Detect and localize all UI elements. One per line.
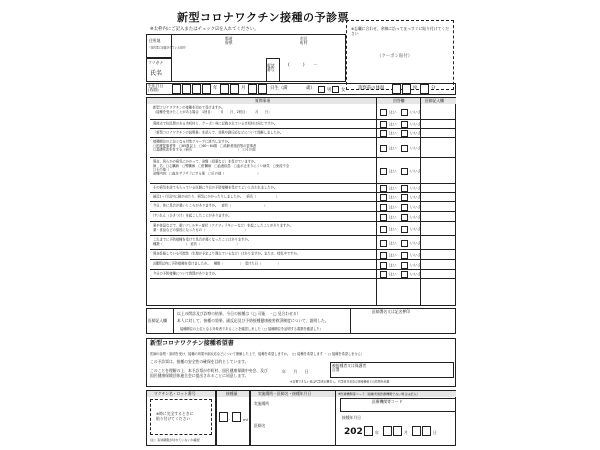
furigana-label: フリガナ (148, 60, 163, 65)
answer-yes-checkbox[interactable] (380, 109, 397, 116)
answer-no-label: いいえ (410, 130, 422, 136)
answer-yes-checkbox[interactable] (380, 262, 397, 269)
checkbox-icon (401, 240, 408, 247)
answer-no-label: いいえ (410, 252, 422, 257)
doctor-note-cell[interactable] (421, 104, 455, 120)
doctor-note-cell[interactable] (421, 236, 455, 250)
answer-no-checkbox[interactable] (401, 214, 421, 221)
phone-paren: ( ) － (288, 63, 318, 68)
answer-no-checkbox[interactable] (401, 262, 421, 269)
question-row (150, 104, 456, 120)
name-input[interactable] (174, 60, 264, 80)
answer-yes-checkbox[interactable] (380, 194, 397, 201)
birth-month-digit-2[interactable] (230, 84, 239, 94)
vaccine-label: ワクチン名・ロット番号 (154, 390, 196, 396)
answer-no-checkbox[interactable] (401, 130, 421, 137)
injection-month-unit: 月 (404, 430, 408, 435)
answer-no-label: いいえ (410, 262, 422, 267)
answer-yes-checkbox[interactable] (380, 168, 397, 175)
answer-no-checkbox[interactable] (401, 109, 421, 116)
birth-year-digit-3[interactable] (192, 84, 201, 94)
consent-line-2: この予診票は、接種の安全性の確保を目的としています。 (150, 359, 249, 364)
doctor-note-cell[interactable] (421, 222, 455, 236)
temp-digit-3[interactable] (420, 84, 429, 94)
doctor-name-input[interactable] (276, 420, 334, 432)
question-row (150, 120, 456, 129)
consent-line-3: このことを理解の上、本予診票が市町村、国民健康保険中央会、及び国民健康保険団体連合会に提出されることに同意します。 (150, 368, 268, 379)
answer-yes-label: はい (389, 185, 397, 191)
consent-title: 新型コロナワクチン接種希望書 (150, 340, 234, 347)
doctor-note-cell[interactable] (421, 184, 455, 193)
checkbox-icon (380, 121, 387, 128)
checkbox-icon (380, 240, 387, 247)
doctor-note-cell[interactable] (421, 120, 455, 129)
checkbox-icon (380, 271, 387, 278)
day-age-label: 日生（満 (270, 86, 288, 91)
checkbox-icon (401, 194, 408, 201)
checkbox-icon (401, 130, 408, 137)
temp-deg-unit: 度 (413, 86, 418, 91)
answer-no-checkbox[interactable] (401, 145, 421, 152)
question-row (150, 184, 456, 193)
question-row (150, 222, 456, 236)
question-text: 現時点で住民票のある市町村と、クーポン券に記載されている市町村は同じですか。 (153, 120, 278, 125)
answer-no-checkbox[interactable] (401, 271, 421, 278)
answer-no-checkbox[interactable] (401, 252, 421, 259)
birth-year-digit-1[interactable] (172, 84, 181, 94)
phone-label: 電話 番号 (267, 63, 275, 72)
answer-yes-label: はい (389, 121, 397, 127)
injection-month-digit-1[interactable] (383, 426, 392, 436)
checkbox-icon (380, 130, 387, 137)
checkbox-icon (401, 214, 408, 221)
answer-no-checkbox[interactable] (401, 194, 421, 201)
birth-year-digit-4[interactable] (202, 84, 211, 94)
answer-no-label: いいえ (410, 168, 422, 173)
checkbox-icon (401, 204, 408, 211)
question-text: 今日の予防接種について質問がありますか。 (153, 270, 219, 275)
question-row (150, 138, 456, 158)
doctor-note-cell[interactable] (421, 202, 455, 212)
answer-yes-label: はい (389, 168, 397, 173)
answer-no-label: いいえ (410, 226, 422, 231)
answer-no-checkbox[interactable] (401, 168, 421, 175)
question-text: 接種順位の上位となる対象グループに該当しますか。 □医療従事者等 □65歳以上 □60～64歳 □高齢者施設等の従事者 □基礎疾患を有する（病名 ） □その他 (153, 138, 257, 152)
birth-day-digit-2[interactable] (258, 84, 267, 94)
temp-digit-2[interactable] (402, 84, 411, 94)
checkbox-icon (380, 194, 387, 201)
code-input[interactable] (342, 405, 454, 411)
question-text: その病気を診てもらっている医師に今日の予防接種を受けてよいと言われましたか。 (153, 184, 278, 189)
address-label: 住所地 (149, 38, 161, 43)
answer-no-label: いいえ (410, 121, 422, 127)
doctor-note-cell[interactable] (421, 270, 455, 279)
phone-input[interactable] (282, 60, 344, 80)
injection-day-digit-1[interactable] (412, 426, 421, 436)
injection-year-digit[interactable] (364, 426, 373, 436)
sex-male[interactable]: 男 (318, 86, 331, 93)
doctor-signature-field[interactable] (352, 316, 454, 332)
answer-yes-label: はい (389, 214, 397, 219)
doctor-signature-label: 医師署名又は記名押印 (372, 309, 410, 314)
doctor-note-cell[interactable] (421, 250, 455, 260)
answer-yes-checkbox[interactable] (380, 252, 397, 259)
question-row (150, 260, 456, 270)
birth-day-digit-1[interactable] (248, 84, 257, 94)
question-text: 現在妊娠している可能性（生理が予定より遅れているなど）はありますか。または、授乳中ですか。 (153, 250, 300, 255)
question-row (150, 212, 456, 222)
question-text: 現在、何らかの病気にかかって、治療（投薬など）を受けていますか。 病 名：□心臓病 □腎臓病 □肝臓病 □血液疾患 □血が止まりにくい病気 □免疫不全 □その他（ ） 治療内容：□血をサラサラにする薬 □その他（ ） (153, 158, 290, 176)
answer-yes-checkbox[interactable] (380, 185, 397, 192)
doctor-line-2: 本人に対して、接種の効果、副反応及び予防接種健康被害救済制度について、説明した。 (177, 318, 329, 323)
instruction-text: ※太枠内にご記入またはチェック☑を入れてください。 (150, 27, 259, 32)
dose-label: 接種量 (226, 390, 238, 396)
checkbox-icon (401, 121, 408, 128)
coupon-note: ※忘職に合わせ、余線に沿ってまっすぐに貼り付けてください (351, 26, 449, 36)
consent-signature-label: 被接種者又は保護者自署 (332, 363, 367, 372)
answer-no-label: いいえ (410, 145, 422, 150)
city-label: 市区 町村 (300, 36, 308, 45)
month-unit: 月 (241, 86, 246, 91)
checkbox-icon (401, 252, 408, 259)
injection-day-unit: 日 (433, 430, 437, 435)
answer-no-label: いいえ (410, 185, 422, 191)
answer-no-label: いいえ (410, 240, 422, 245)
code-label: 医療機関等コード (372, 398, 403, 404)
consent-date[interactable]: 年 月 日 (282, 369, 309, 374)
answer-no-label: いいえ (410, 109, 422, 114)
question-text: これまでに予防接種を受けて具合が悪くなったことはありますか。 種類（ ） 症状（ ） (153, 236, 251, 246)
coupon-label: （クーポン貼付） (377, 54, 413, 59)
answer-yes-checkbox[interactable] (380, 121, 397, 128)
answer-no-checkbox[interactable] (401, 121, 421, 128)
place-header: 実施場所・医師名・接種年月日 (258, 390, 312, 396)
checkbox-icon (401, 145, 408, 152)
doctor-note-cell[interactable] (421, 260, 455, 270)
checkbox-icon (380, 109, 387, 116)
dose-digit-2[interactable] (232, 412, 241, 422)
answer-yes-label: はい (389, 145, 397, 150)
header-answer: 回答欄 (393, 97, 405, 103)
question-text: 今日、体に具合が悪いところがありますか。 症状（ ） (153, 202, 268, 207)
checkbox-icon (401, 271, 408, 278)
answer-no-label: いいえ (410, 271, 422, 277)
answer-yes-checkbox[interactable] (380, 226, 397, 233)
doctor-line-1: 以上の問診及び診察の結果、今日の接種は（□ 可能 ・□ 見合わせる） (177, 311, 301, 316)
address-input[interactable] (174, 46, 344, 57)
prefecture-label: 都道 府県 (225, 36, 233, 45)
birth-year-digit-2[interactable] (182, 84, 191, 94)
answer-yes-label: はい (389, 109, 397, 114)
checkbox-icon (380, 226, 387, 233)
year-unit: 年 (213, 86, 218, 91)
code-note: ※医療機関等コード（接種実施医療機関でない場合は記入） (338, 391, 420, 396)
answer-no-label: いいえ (410, 204, 422, 209)
checkbox-icon (380, 145, 387, 152)
dose-digit-1[interactable] (219, 412, 231, 422)
checkbox-icon (401, 226, 408, 233)
doctor-name-label: 医師名 (254, 423, 266, 428)
birth-month-digit-1[interactable] (220, 84, 229, 94)
answer-no-checkbox[interactable] (401, 185, 421, 192)
question-row (150, 158, 456, 184)
checkbox-icon (380, 252, 387, 259)
vaccine-foot: （注）有効期限が切れていないか確認 (148, 437, 200, 442)
question-text: 2週間以内に予防接種を受けましたか。 種類（ ） 受けた日（ ） (153, 260, 281, 265)
age-unit: 歳） (306, 86, 315, 91)
temp-digit-1[interactable] (392, 84, 401, 94)
doctor-note-cell[interactable] (421, 129, 455, 138)
sex-female[interactable]: 女 (332, 86, 345, 93)
doctor-note-cell[interactable] (421, 193, 455, 202)
doctor-line-3: 接種順位の上位となる対象者であることを確認しました（□ 接種順位を証明する書類を確認した） (180, 326, 323, 331)
injection-date-label: 接種年月日 (342, 415, 361, 420)
answer-yes-label: はい (389, 271, 397, 277)
question-row (150, 270, 456, 279)
checkbox-icon (401, 168, 408, 175)
doctor-note-cell[interactable] (421, 212, 455, 222)
checkbox-icon (380, 168, 387, 175)
question-row (150, 129, 456, 138)
answer-yes-label: はい (389, 252, 397, 257)
page-title: 新型コロナワクチン接種の予診票 (177, 11, 349, 24)
dose-unit: ml (243, 417, 248, 422)
address-sublabel: （住民票に記載されている住所） (148, 45, 188, 50)
answer-yes-label: はい (389, 240, 397, 245)
question-text: 新型コロナワクチンの接種を初めて受けますか。 （接種を受けたことがある場合 1回目： 月 日、2回目： 月 日） (153, 104, 272, 114)
answer-no-checkbox[interactable] (401, 226, 421, 233)
question-row (150, 202, 456, 212)
injection-month-digit-2[interactable] (393, 426, 402, 436)
consent-note: ※自署できない者は代筆者が署名し、代筆者氏名及び被接種者との続柄を記載 (290, 379, 390, 384)
answer-no-checkbox[interactable] (401, 240, 421, 247)
answer-no-label: いいえ (410, 194, 422, 200)
doctor-note-cell[interactable] (421, 158, 455, 184)
header-doctor: 医師記入欄 (425, 97, 444, 103)
answer-yes-checkbox[interactable] (380, 145, 397, 152)
place-input[interactable] (276, 399, 334, 411)
checkbox-icon (380, 204, 387, 211)
place-label: 実施場所 (254, 401, 270, 406)
question-row (150, 250, 456, 260)
question-text: 薬や食品などで、重いアレルギー症状（アナフィラキシーなど）を起こしたことがありますか。 薬・食品などの原因になったもの（ ） (153, 222, 293, 232)
injection-year-prefix: 202 (344, 427, 363, 437)
body-temp-label: 診察前の体温 (358, 86, 385, 91)
dose-dot: . (229, 417, 231, 422)
answer-yes-label: はい (389, 130, 397, 136)
checkbox-icon (401, 262, 408, 269)
question-text: けいれん（ひきつけ）を起こしたことがありますか。 (153, 212, 232, 217)
header-question: 質問事項 (255, 97, 271, 103)
injection-day-digit-2[interactable] (422, 426, 431, 436)
answer-yes-label: はい (389, 204, 397, 209)
checkbox-icon (401, 185, 408, 192)
checkbox-icon (401, 109, 408, 116)
answer-no-checkbox[interactable] (401, 204, 421, 211)
answer-yes-checkbox[interactable] (380, 204, 397, 211)
injection-year-unit: 年 (375, 430, 379, 435)
answer-yes-checkbox[interactable] (380, 240, 397, 247)
question-row (150, 236, 456, 250)
question-text: 最近1ヶ月以内に熱が出たり、病気にかかったりしましたか。 病名（ ） (153, 193, 280, 198)
answer-yes-label: はい (389, 262, 397, 267)
question-row (150, 193, 456, 202)
name-label: 氏名 (150, 70, 163, 77)
doctor-note-cell[interactable] (421, 138, 455, 158)
answer-yes-checkbox[interactable] (380, 271, 397, 278)
vaccine-note: ※時に完全するときに 貼り付けてください (156, 411, 194, 421)
birthdate-label: 生年月日 (西暦) (148, 83, 164, 93)
answer-no-label: いいえ (410, 214, 422, 219)
answer-yes-label: はい (389, 194, 397, 200)
checkbox-icon (380, 185, 387, 192)
answer-yes-label: はい (389, 226, 397, 231)
checkbox-icon (380, 262, 387, 269)
doctor-section-label: 医師記入欄 (148, 318, 167, 323)
checkbox-icon (380, 214, 387, 221)
temp-decimal-unit: 分 (431, 86, 436, 91)
coupon-area (346, 20, 454, 90)
answer-yes-checkbox[interactable] (380, 130, 397, 137)
consent-line-1: 医師の診察・説明を受け、接種の効果や副反応などについて理解した上で、接種を希望しますか。（□ 接種を希望します ・ □ 接種を希望しません） (150, 351, 364, 356)
question-text: 「新型コロナワクチンの説明書」を読んで、効果や副反応などについて理解しましたか。 (153, 129, 284, 134)
answer-yes-checkbox[interactable] (380, 214, 397, 221)
